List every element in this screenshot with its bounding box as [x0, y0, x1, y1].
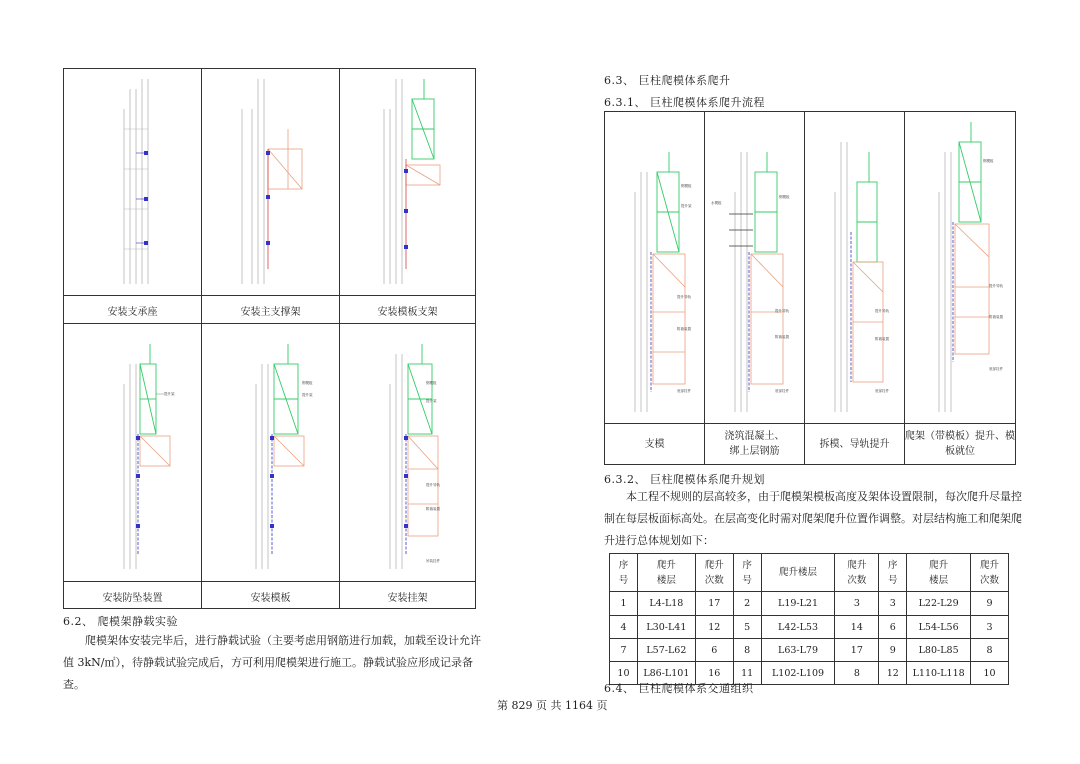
panel5-annotation-1: 提升架: [302, 393, 313, 397]
cell: 5: [733, 616, 761, 639]
flow-caption-3-l1: 拆模、导轨提升: [819, 439, 890, 450]
th-5: 爬升 次数: [835, 554, 879, 592]
flow2-annotation-2: 提升导轨: [775, 309, 789, 313]
drawing-install-hanging-frame: [340, 324, 475, 581]
flow-drawing-1: [605, 112, 704, 423]
table-row: [610, 592, 1009, 616]
panel6-annotation-4: 吊装挂件: [426, 559, 440, 563]
th-2: 爬升 次数: [695, 554, 733, 592]
section-6-3-2-line-1: 本工程不规则的层高较多，由于爬模架模板高度及架体设置限制，每次爬升尽量控: [626, 490, 1022, 503]
cell: L57-L62: [637, 639, 695, 662]
cell: 3: [971, 616, 1009, 639]
th-0: 序 号: [610, 554, 638, 592]
step-caption-2: 安装主支撑架: [240, 307, 301, 318]
drawing-install-formwork-support: [340, 69, 475, 295]
table-row: [610, 639, 1009, 662]
th-4: 爬升楼层: [761, 554, 835, 592]
flow-drawing-4: [905, 112, 1015, 423]
cell: 10: [971, 662, 1009, 685]
flow4-annotation-0: 钢模板: [983, 159, 994, 163]
cell: 2: [733, 592, 761, 616]
drawing-install-formwork: [202, 324, 339, 581]
flow2-annotation-1: 钢模板: [779, 195, 790, 199]
step-caption-1: 安装支承座: [107, 307, 158, 318]
flow2-annotation-4: 底部挂件: [775, 389, 789, 393]
flow-caption-1: [604, 437, 705, 452]
cell: 6: [879, 616, 907, 639]
section-6-3-2-line-3: 升进行总体规划如下：: [604, 534, 714, 547]
flow4-annotation-1: 提升导轨: [989, 284, 1003, 288]
cell: L80-L85: [907, 639, 971, 662]
flow1-annotation-0: 钢模板: [681, 184, 692, 188]
cell: L4-L18: [637, 592, 695, 616]
section-6-2-heading: 6.2、 爬模架静载实验: [63, 615, 178, 628]
section-6-2-line-2: 值 3kN/㎡），待静载试验完成后，方可利用爬模架进行施工。静载试验应形成记录备查。: [63, 656, 473, 691]
flow1-annotation-3: 附墙装置: [677, 327, 691, 331]
th-7: 爬升 楼层: [907, 554, 971, 592]
panel5-annotation-0: 钢模板: [302, 381, 313, 385]
cell: 6: [695, 639, 733, 662]
flow1-annotation-4: 底部挂件: [677, 389, 691, 393]
flow-caption-1-l1: 支模: [644, 439, 665, 450]
section-6-4-heading: 6.4、 巨柱爬模体系交通组织: [604, 682, 754, 695]
cell: L86-L101: [637, 662, 695, 685]
cell: L54-L56: [907, 616, 971, 639]
cell: L110-L118: [907, 662, 971, 685]
cell: 8: [733, 639, 761, 662]
table-row: [610, 616, 1009, 639]
th-6: 序 号: [879, 554, 907, 592]
cell: 16: [695, 662, 733, 685]
table-header-row: [610, 554, 1009, 592]
step-caption-5: 安装模板: [250, 593, 291, 604]
flow-drawing-2: [705, 112, 804, 423]
cell: L30-L41: [637, 616, 695, 639]
flow1-annotation-1: 提升架: [681, 204, 692, 208]
step-caption-6: 安装挂架: [387, 593, 428, 604]
drawing-install-fall-protection: [64, 324, 201, 581]
panel6-annotation-2: 提升导轨: [426, 483, 440, 487]
flow-caption-2-l1: 浇筑混凝土、: [724, 431, 785, 442]
page-number: 第 829 页 共 1164 页: [497, 699, 608, 712]
step-caption-3: 安装模板支架: [377, 307, 438, 318]
flow1-annotation-2: 提升导轨: [677, 295, 691, 299]
section-6-3-1-heading: 6.3.1、 巨柱爬模体系爬升流程: [604, 96, 765, 109]
section-6-3-2-line-2: 制在每层板面标高处。在层高变化时需对爬架爬升位置作调整。对层结构施工和爬架爬: [604, 512, 1022, 525]
flow-caption-3: [804, 437, 905, 452]
section-6-3-heading: 6.3、 巨柱爬模体系爬升: [604, 74, 731, 87]
cell: 1: [610, 592, 638, 616]
cell: 8: [835, 662, 879, 685]
flow3-annotation-0: 提升导轨: [875, 309, 889, 313]
drawing-install-main-support: [202, 69, 339, 295]
flow-caption-4-l2: 板就位: [945, 446, 975, 457]
flow2-annotation-3: 附墙装置: [775, 335, 789, 339]
flow2-annotation-0: 水模板: [711, 201, 722, 205]
cell: 3: [879, 592, 907, 616]
cell: 17: [835, 639, 879, 662]
cell: 8: [971, 639, 1009, 662]
cell: 7: [610, 639, 638, 662]
cell: 12: [695, 616, 733, 639]
flow3-annotation-1: 附墙装置: [875, 337, 889, 341]
drawing-install-support-seat: [64, 69, 201, 295]
cell: L102-L109: [761, 662, 835, 685]
cell: L22-L29: [907, 592, 971, 616]
cell: 9: [971, 592, 1009, 616]
th-3: 序 号: [733, 554, 761, 592]
section-6-3-2-heading: 6.3.2、 巨柱爬模体系爬升规划: [604, 473, 765, 486]
section-6-2-paragraph: [63, 630, 483, 696]
step-caption-4: 安装防坠装置: [102, 593, 163, 604]
panel6-annotation-1: 提升架: [426, 399, 437, 403]
panel6-annotation-3: 附墙装置: [426, 507, 440, 511]
th-8: 爬升 次数: [971, 554, 1009, 592]
section-6-3-2-paragraph: [604, 486, 1024, 552]
cell: L63-L79: [761, 639, 835, 662]
climb-plan-table: [609, 553, 1009, 685]
cell: 11: [733, 662, 761, 685]
flow-caption-4: [904, 429, 1016, 459]
flow-caption-2-l2: 绑上层钢筋: [729, 446, 780, 457]
cell: 4: [610, 616, 638, 639]
flow-drawing-3: [805, 112, 904, 423]
cell: 12: [879, 662, 907, 685]
flow4-annotation-2: 附墙装置: [989, 315, 1003, 319]
section-6-2-line-1: 爬模架体安装完毕后，进行静载试验（主要考虑用钢筋进行加载，加载至设计允许: [85, 634, 481, 647]
cell: 17: [695, 592, 733, 616]
cell: L19-L21: [761, 592, 835, 616]
flow-caption-2: [704, 429, 805, 459]
flow4-annotation-3: 底部挂件: [989, 367, 1003, 371]
flow3-annotation-2: 底部挂件: [875, 389, 889, 393]
flow-caption-4-l1: 爬架（带模板）提升、模: [905, 431, 1015, 442]
cell: 14: [835, 616, 879, 639]
cell: L42-L53: [761, 616, 835, 639]
panel6-annotation-0: 钢模板: [426, 381, 437, 385]
cell: 9: [879, 639, 907, 662]
cell: 3: [835, 592, 879, 616]
cell: 10: [610, 662, 638, 685]
th-1: 爬升 楼层: [637, 554, 695, 592]
panel4-annotation-0: 提升架: [164, 392, 175, 396]
